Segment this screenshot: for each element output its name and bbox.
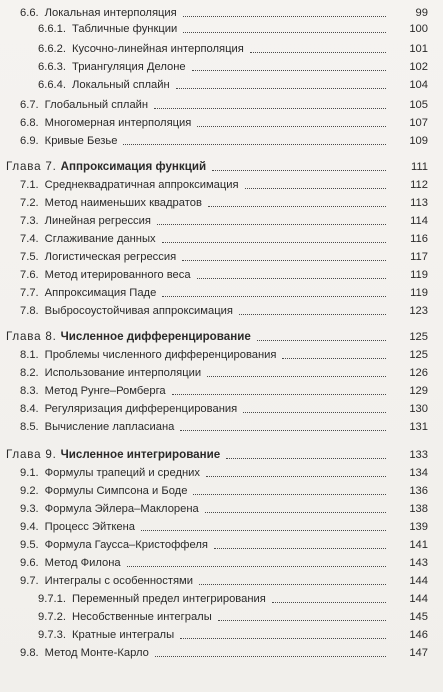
toc-entry-title: Кривые Безье	[44, 135, 118, 147]
toc-entry	[20, 230, 428, 246]
toc-entry-number: 6.8.	[20, 117, 39, 129]
toc-entry-number: 8.5.	[20, 421, 39, 433]
toc-entry	[20, 572, 428, 588]
toc-entry-page-number: 129	[409, 385, 428, 397]
toc-entry-page-number: 143	[409, 557, 428, 569]
toc-entry-page-number: 102	[409, 61, 428, 73]
toc-chapter-entry	[6, 158, 428, 174]
toc-entry-number: Глава 9.	[6, 448, 57, 461]
toc-entry-title: Сглаживание данных	[44, 233, 156, 245]
toc-entry-number: 7.7.	[20, 287, 39, 299]
dot-leader	[193, 494, 386, 495]
toc-entry-page-number: 112	[410, 179, 428, 191]
toc-entry-page-number: 145	[409, 611, 428, 623]
dot-leader	[282, 358, 386, 359]
toc-entry-page-number: 123	[409, 305, 428, 317]
toc-entry-number: 9.3.	[20, 503, 39, 515]
dot-leader	[226, 458, 386, 459]
toc-entry	[20, 194, 428, 210]
toc-entry-title: Триангуляция Делоне	[72, 61, 186, 73]
toc-entry-title: Среднеквадратичная аппроксимация	[44, 179, 239, 191]
toc-entry	[38, 608, 428, 624]
toc-entry	[20, 644, 428, 660]
toc-entry-number: 9.7.1.	[38, 593, 66, 605]
toc-entry-page-number: 111	[410, 161, 428, 173]
toc-entry	[38, 590, 428, 606]
dot-leader	[257, 340, 386, 341]
toc-entry-number: 8.3.	[20, 385, 39, 397]
toc-entry-title: Метод Рунге–Ромберга	[44, 385, 166, 397]
toc-entry-number: 8.1.	[20, 349, 39, 361]
toc-entry	[20, 248, 428, 264]
toc-entry	[20, 176, 428, 192]
toc-entry-title: Метод Монте-Карло	[44, 647, 149, 659]
toc-entry-number: 9.7.	[20, 575, 39, 587]
toc-entry-title: Кратные интегралы	[72, 629, 175, 641]
toc-entry-title: Использование интерполяции	[44, 367, 202, 379]
toc-entry-title: Табличные функции	[72, 23, 178, 35]
toc-entry	[20, 212, 428, 228]
dot-leader	[172, 394, 386, 395]
toc-entry-title: Локальная интерполяция	[44, 7, 177, 19]
toc-entry-page-number: 101	[409, 43, 428, 55]
dot-leader	[207, 376, 386, 377]
toc-entry-number: Глава 8.	[6, 330, 57, 343]
toc-entry	[20, 518, 428, 534]
toc-entry-number: 8.4.	[20, 403, 39, 415]
toc-entry-page-number: 109	[409, 135, 428, 147]
dot-leader	[141, 530, 386, 531]
toc-entry-page-number: 119	[410, 287, 428, 299]
toc-entry	[20, 554, 428, 570]
toc-entry-number: 9.7.2.	[38, 611, 66, 623]
toc-entry	[20, 500, 428, 516]
dot-leader	[192, 70, 386, 71]
toc-entry	[38, 76, 428, 92]
toc-entry-number: 7.3.	[20, 215, 39, 227]
toc-entry-title: Кусочно-линейная интерполяция	[72, 43, 244, 55]
toc-entry-title: Глобальный сплайн	[44, 99, 149, 111]
toc-entry-page-number: 99	[415, 7, 428, 19]
toc-entry-page-number: 104	[409, 79, 428, 91]
dot-leader	[218, 620, 386, 621]
toc-entry-page-number: 117	[410, 251, 428, 263]
toc-entry-page-number: 119	[410, 269, 428, 281]
toc-entry	[20, 4, 428, 20]
toc-entry-page-number: 139	[409, 521, 428, 533]
dot-leader	[206, 476, 386, 477]
toc-entry	[20, 346, 428, 362]
dot-leader	[180, 430, 386, 431]
dot-leader	[199, 584, 386, 585]
toc-entry	[20, 418, 428, 434]
toc-entry-page-number: 131	[409, 421, 428, 433]
toc-entry-page-number: 100	[409, 23, 428, 35]
toc-entry-title: Линейная регрессия	[44, 215, 151, 227]
toc-entry-title: Формулы Симпсона и Боде	[44, 485, 188, 497]
dot-leader	[162, 242, 386, 243]
toc-entry	[38, 20, 428, 36]
dot-leader	[245, 188, 386, 189]
dot-leader	[272, 602, 386, 603]
toc-entry-number: 6.6.	[20, 7, 39, 19]
toc-entry	[20, 266, 428, 282]
toc-entry-number: 6.6.1.	[38, 23, 66, 35]
toc-entry-number: 6.6.4.	[38, 79, 66, 91]
dot-leader	[155, 656, 386, 657]
toc-entry-page-number: 144	[409, 593, 428, 605]
dot-leader	[176, 88, 386, 89]
toc-entry-page-number: 107	[409, 117, 428, 129]
dot-leader	[239, 314, 386, 315]
toc-entry-page-number: 125	[409, 349, 428, 361]
dot-leader	[180, 638, 386, 639]
toc-entry-page-number: 113	[410, 197, 428, 209]
dot-leader	[205, 512, 386, 513]
toc-entry-page-number: 114	[410, 215, 428, 227]
toc-entry-number: 7.1.	[20, 179, 39, 191]
dot-leader	[243, 412, 386, 413]
toc-entry-page-number: 116	[410, 233, 428, 245]
toc-entry	[38, 58, 428, 74]
toc-entry	[20, 96, 428, 112]
toc-entry	[20, 464, 428, 480]
toc-entry-page-number: 105	[409, 99, 428, 111]
dot-leader	[183, 16, 386, 17]
toc-entry-number: 8.2.	[20, 367, 39, 379]
toc-entry-number: 7.2.	[20, 197, 39, 209]
toc-entry-number: 7.6.	[20, 269, 39, 281]
toc-entry-number: 7.4.	[20, 233, 39, 245]
toc-entry-page-number: 138	[409, 503, 428, 515]
dot-leader	[250, 52, 386, 53]
toc-entry-title: Формулы трапеций и средних	[44, 467, 201, 479]
toc-entry-title: Вычисление лапласиана	[44, 421, 175, 433]
toc-entry-page-number: 146	[409, 629, 428, 641]
toc-entry	[20, 284, 428, 300]
toc-entry-page-number: 130	[409, 403, 428, 415]
toc-entry-page-number: 133	[409, 449, 428, 461]
dot-leader	[157, 224, 386, 225]
toc-entry-title: Логистическая регрессия	[44, 251, 177, 263]
dot-leader	[197, 126, 386, 127]
toc-entry-title: Многомерная интерполяция	[44, 117, 192, 129]
toc-chapter-entry	[6, 328, 428, 344]
toc-entry-title: Численное интегрирование	[60, 448, 221, 461]
toc-entry	[38, 626, 428, 642]
toc-entry-number: 6.7.	[20, 99, 39, 111]
toc-entry-number: 9.1.	[20, 467, 39, 479]
dot-leader	[162, 296, 386, 297]
toc-entry-title: Локальный сплайн	[72, 79, 170, 91]
toc-entry-title: Метод Филона	[44, 557, 121, 569]
toc-entry-title: Аппроксимация функций	[60, 160, 207, 173]
toc-entry-title: Метод наименьших квадратов	[44, 197, 202, 209]
toc-entry	[20, 364, 428, 380]
dot-leader	[183, 32, 386, 33]
toc-entry-title: Выбросоустойчивая аппроксимация	[44, 305, 233, 317]
toc-chapter-entry	[6, 446, 428, 462]
dot-leader	[197, 278, 386, 279]
toc-entry	[20, 114, 428, 130]
toc-entry-number: Глава 7.	[6, 160, 57, 173]
toc-entry-number: 9.5.	[20, 539, 39, 551]
toc-entry-number: 9.2.	[20, 485, 39, 497]
toc-entry-number: 7.5.	[20, 251, 39, 263]
toc-entry	[20, 400, 428, 416]
toc-entry-title: Формула Эйлера–Маклорена	[44, 503, 199, 515]
toc-entry-title: Проблемы численного дифференцирования	[44, 349, 277, 361]
toc-entry-title: Регуляризация дифференцирования	[44, 403, 238, 415]
toc-entry-title: Численное дифференцирование	[60, 330, 251, 343]
toc-entry-number: 9.8.	[20, 647, 39, 659]
toc-entry	[38, 40, 428, 56]
toc-entry	[20, 132, 428, 148]
toc-entry-page-number: 125	[409, 331, 428, 343]
dot-leader	[127, 566, 386, 567]
toc-entry-number: 6.6.3.	[38, 61, 66, 73]
toc-entry-title: Формула Гаусса–Кристоффеля	[44, 539, 208, 551]
toc-entry	[20, 382, 428, 398]
dot-leader	[154, 108, 386, 109]
toc-entry-page-number: 134	[409, 467, 428, 479]
dot-leader	[123, 144, 386, 145]
toc-entry-title: Процесс Эйткена	[44, 521, 136, 533]
toc-entry-title: Аппроксимация Паде	[44, 287, 157, 299]
toc-entry-title: Метод итерированного веса	[44, 269, 191, 281]
toc-entry	[20, 302, 428, 318]
toc-entry-number: 9.6.	[20, 557, 39, 569]
dot-leader	[208, 206, 386, 207]
toc-entry	[20, 482, 428, 498]
toc-entry-page-number: 144	[409, 575, 428, 587]
toc-entry-number: 6.9.	[20, 135, 39, 147]
toc-entry-title: Несобственные интегралы	[72, 611, 212, 623]
toc-entry-page-number: 136	[409, 485, 428, 497]
dot-leader	[182, 260, 386, 261]
toc-entry-title: Переменный предел интегрирования	[72, 593, 266, 605]
toc-entry-page-number: 126	[409, 367, 428, 379]
toc-entry-title: Интегралы с особенностями	[44, 575, 193, 587]
toc-entry-number: 9.4.	[20, 521, 39, 533]
toc-entry-number: 6.6.2.	[38, 43, 66, 55]
toc-entry-number: 9.7.3.	[38, 629, 66, 641]
toc-entry	[20, 536, 428, 552]
dot-leader	[212, 170, 386, 171]
toc-entry-page-number: 141	[409, 539, 428, 551]
toc-entry-number: 7.8.	[20, 305, 39, 317]
toc-entry-page-number: 147	[409, 647, 428, 659]
dot-leader	[214, 548, 386, 549]
